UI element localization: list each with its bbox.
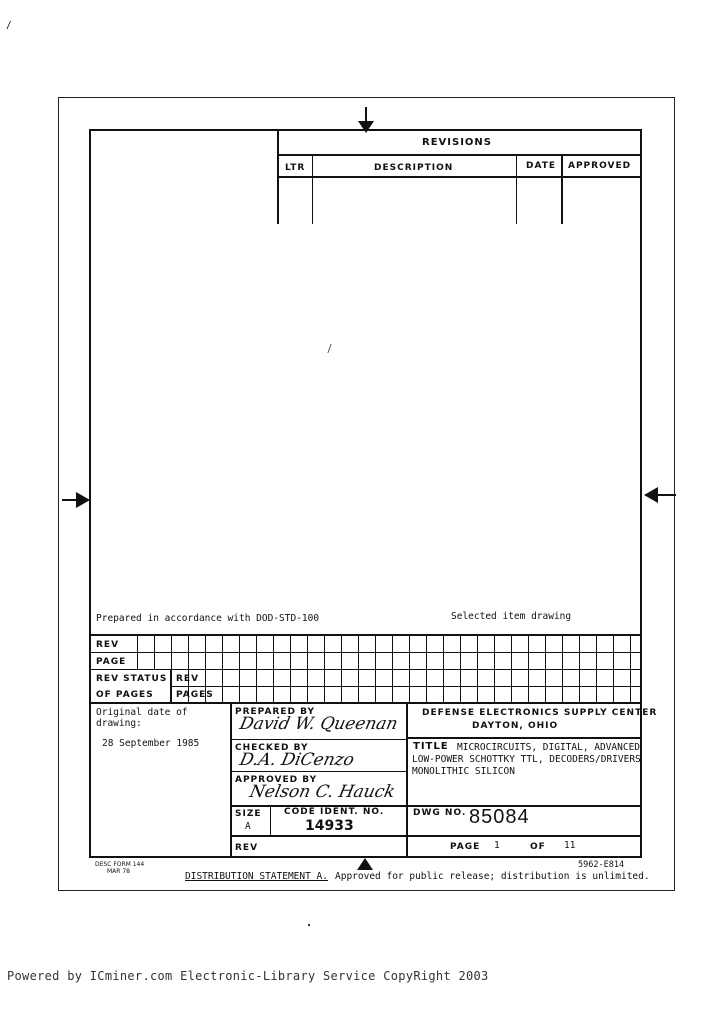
title-line-2: LOW-POWER SCHOTTKY TTL, DECODERS/DRIVERS [412, 754, 641, 765]
title-line-1: MICROCIRCUITS, DIGITAL, ADVANCED [457, 742, 641, 753]
left-center-arrow-icon [62, 490, 92, 510]
grid-column-line [154, 634, 155, 669]
grid-column-line [511, 634, 512, 702]
size-label: SIZE [235, 809, 262, 819]
bottom-center-arrow-icon [355, 856, 375, 872]
page-total: 11 [564, 840, 576, 851]
grid-column-line [222, 634, 223, 702]
grid-column-line [443, 634, 444, 702]
grid-column-line [613, 634, 614, 702]
rev-status-label: REV STATUS [96, 674, 168, 684]
checked-by-signature: D.A. DiCenzo [237, 750, 356, 770]
form-date: MAR 78 [107, 868, 130, 875]
grid-column-line [477, 634, 478, 702]
agency-name: DEFENSE ELECTRONICS SUPPLY CENTER [422, 708, 658, 718]
selected-item-note: Selected item drawing [451, 611, 572, 622]
col-approved: APPROVED [568, 161, 632, 171]
grid-column-line [273, 634, 274, 702]
prepared-by-signature: David W. Queenan [237, 714, 400, 734]
row-pages: PAGES [176, 690, 214, 700]
grid-column-line [596, 634, 597, 702]
grid-column-line [494, 634, 495, 702]
grid-column-line [630, 634, 631, 702]
grid-column-line [171, 634, 172, 702]
grid-column-line [341, 634, 342, 702]
approved-by-label: APPROVED BY [235, 775, 318, 785]
grid-column-line [256, 634, 257, 702]
page-label: PAGE [450, 842, 481, 852]
page-number: 1 [494, 840, 500, 851]
grid-column-line [528, 634, 529, 702]
row-rev: REV [96, 640, 120, 650]
form-id: DESC FORM 144 [95, 861, 145, 868]
title-label: TITLE [413, 741, 449, 752]
col-ltr: LTR [285, 163, 306, 173]
prepared-by-label: PREPARED BY [235, 707, 315, 717]
original-date-value: 28 September 1985 [102, 738, 200, 749]
bottom-rev-label: REV [235, 843, 259, 853]
distribution-statement: DISTRIBUTION STATEMENT A. [185, 871, 328, 882]
speck [308, 924, 310, 926]
row-rev-2: REV [176, 674, 200, 684]
col-date: DATE [526, 161, 557, 171]
revisions-title: REVISIONS [422, 137, 492, 148]
distribution-text: Approved for public release; distribution is unlimited. [335, 871, 650, 882]
size-value: A [245, 821, 251, 832]
title-line-3: MONOLITHIC SILICON [412, 766, 515, 777]
original-date-label-2: drawing: [96, 718, 142, 729]
grid-column-line [460, 634, 461, 702]
grid-column-line [324, 634, 325, 702]
grid-column-line [562, 634, 563, 702]
of-pages-label: OF PAGES [96, 690, 154, 700]
grid-column-line [375, 634, 376, 702]
grid-column-line [239, 634, 240, 702]
original-date-label: Original date of [96, 707, 188, 718]
grid-column-line [545, 634, 546, 702]
dwg-no-label: DWG NO. [413, 808, 467, 818]
grid-column-line [409, 634, 410, 702]
prepared-note: Prepared in accordance with DOD-STD-100 [96, 613, 320, 624]
row-page: PAGE [96, 657, 127, 667]
right-center-arrow-icon [640, 485, 676, 505]
grid-column-line [579, 634, 580, 702]
footer-credit: Powered by ICminer.com Electronic-Library Service CopyRight 2003 [7, 969, 489, 983]
grid-column-line [392, 634, 393, 702]
checked-by-label: CHECKED BY [235, 743, 309, 753]
grid-column-line [307, 634, 308, 702]
code-ident-value: 14933 [305, 818, 354, 834]
corner-mark: / [6, 20, 12, 31]
agency-location: DAYTON, OHIO [472, 721, 559, 731]
fsc-code: 5962-E814 [578, 860, 625, 870]
top-center-arrow-icon [356, 107, 376, 135]
code-ident-label: CODE IDENT. NO. [284, 807, 385, 817]
grid-column-line [290, 634, 291, 702]
grid-column-line [426, 634, 427, 702]
grid-column-line [358, 634, 359, 702]
grid-column-line [137, 634, 138, 669]
dwg-no-value: 85084 [469, 806, 530, 828]
of-label: OF [530, 842, 546, 852]
approved-by-signature: Nelson C. Hauck [247, 782, 397, 802]
col-description: DESCRIPTION [374, 163, 454, 173]
